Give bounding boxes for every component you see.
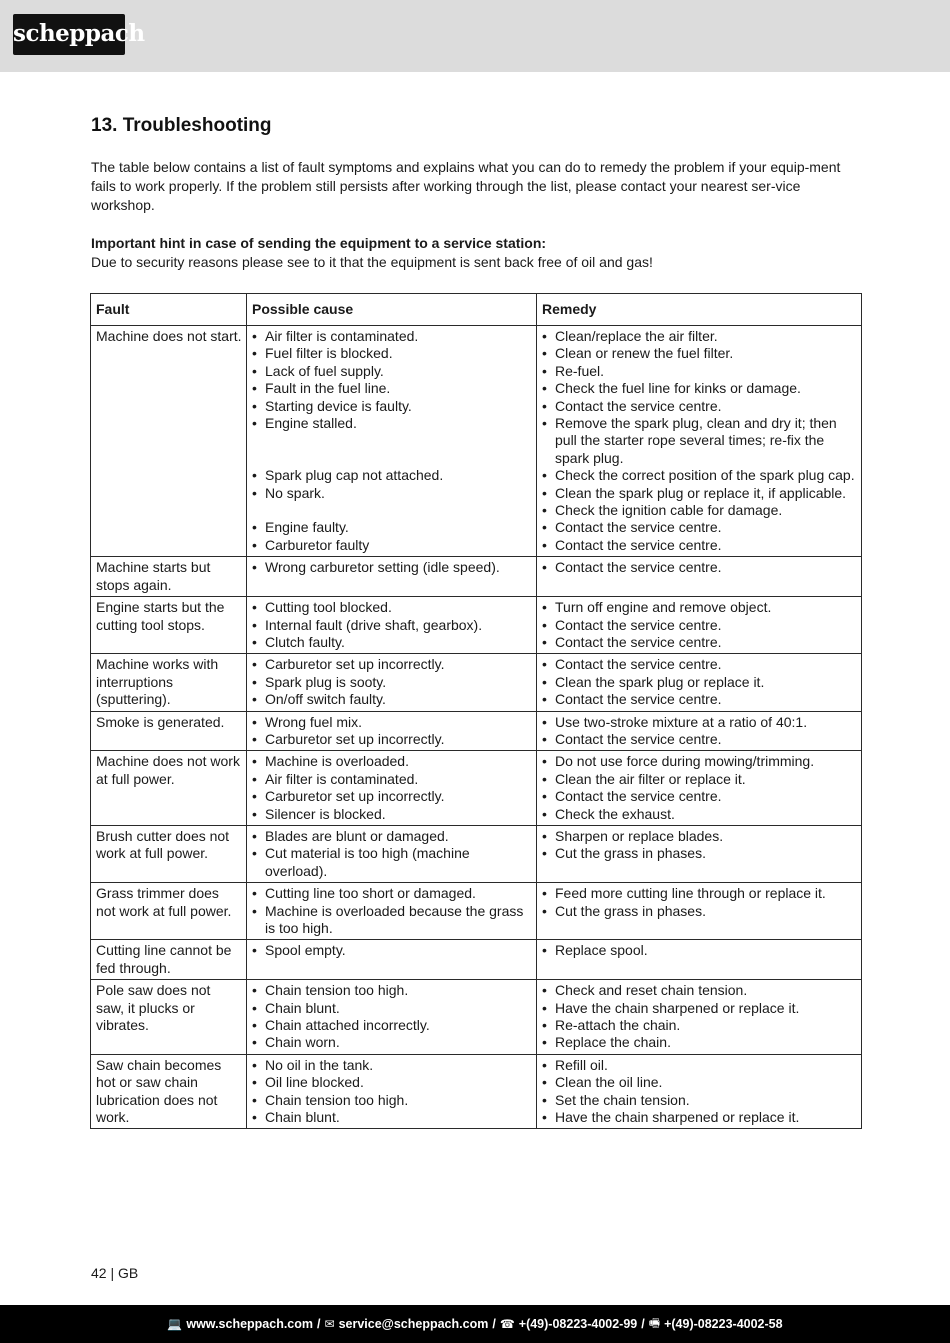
cause-cell [247, 326, 537, 557]
remedy-item: • Clean the air filter or replace it. [542, 771, 857, 788]
email-icon: ✉ [324, 1317, 335, 1331]
fault-cell: Pole saw does not saw, it plucks or vibrates. [91, 980, 247, 1055]
fault-cell: Brush cutter does not work at full power. [91, 825, 247, 882]
cause-item: • No oil in the tank. [252, 1057, 532, 1074]
cause-item: • On/off switch faulty. [252, 691, 532, 708]
remedy-list [542, 714, 857, 749]
footer-separator: / [641, 1317, 645, 1331]
remedy-item: • Clean or renew the fuel filter. [542, 345, 857, 362]
cause-item: • Carburetor set up incorrectly. [252, 656, 532, 673]
remedy-item: • Contact the service centre. [542, 519, 857, 536]
cause-item: • Machine is overloaded because the grass is too high. [252, 903, 532, 938]
cause-list [252, 714, 532, 749]
fax-icon: 🖷 [648, 1315, 661, 1330]
cause-cell [247, 1054, 537, 1129]
page-header [0, 0, 950, 72]
remedy-item: • Check the exhaust. [542, 806, 857, 823]
remedy-item: • Cut the grass in phases. [542, 845, 857, 862]
remedy-item: • Check the ignition cable for damage. [542, 502, 857, 519]
header-fault: Fault [91, 294, 247, 326]
cause-list [252, 1057, 532, 1127]
cause-list [252, 982, 532, 1052]
cause-list [252, 328, 532, 554]
cause-spacer [252, 432, 532, 449]
cause-item: • Cutting tool blocked. [252, 599, 532, 616]
remedy-item: • Clean/replace the air filter. [542, 328, 857, 345]
cause-cell [247, 883, 537, 940]
remedy-item: • Contact the service centre. [542, 559, 857, 576]
cause-list [252, 656, 532, 708]
fault-cell: Engine starts but the cutting tool stops. [91, 597, 247, 654]
phone-icon: ☎ [499, 1317, 515, 1331]
header-remedy: Remedy [537, 294, 862, 326]
cause-item: • Chain attached incorrectly. [252, 1017, 532, 1034]
cause-item: • Carburetor faulty [252, 537, 532, 554]
remedy-list [542, 982, 857, 1052]
footer-website[interactable]: www.scheppach.com [186, 1317, 314, 1331]
cause-item: • Internal fault (drive shaft, gearbox). [252, 617, 532, 634]
remedy-item: • Contact the service centre. [542, 634, 857, 651]
cause-item: • Silencer is blocked. [252, 806, 532, 823]
page-number [91, 1265, 138, 1281]
cause-item: • Fault in the fuel line. [252, 380, 532, 397]
cause-item: • Engine stalled. [252, 415, 532, 432]
hint-heading: Important hint in case of sending the equipment to a service station: [91, 235, 547, 251]
remedy-cell [537, 825, 862, 882]
remedy-cell [537, 654, 862, 711]
cause-item: • Chain worn. [252, 1034, 532, 1051]
remedy-cell [537, 326, 862, 557]
cause-list [252, 885, 532, 937]
remedy-cell [537, 940, 862, 980]
cause-item: • Air filter is contaminated. [252, 328, 532, 345]
cause-list [252, 599, 532, 651]
footer-fax: +(49)-08223-4002-58 [664, 1317, 783, 1331]
remedy-cell [537, 751, 862, 826]
table-row [91, 557, 862, 597]
cause-cell [247, 557, 537, 597]
cause-item: • Blades are blunt or damaged. [252, 828, 532, 845]
fault-cell: Machine does not work at full power. [91, 751, 247, 826]
fault-cell: Saw chain becomes hot or saw chain lubrication does not work. [91, 1054, 247, 1129]
remedy-item: • Check the fuel line for kinks or damage. [542, 380, 857, 397]
remedy-cell [537, 883, 862, 940]
table-row [91, 883, 862, 940]
remedy-cell [537, 557, 862, 597]
footer-email[interactable]: service@scheppach.com [338, 1317, 489, 1331]
remedy-item: • Contact the service centre. [542, 788, 857, 805]
remedy-list [542, 599, 857, 651]
cause-cell [247, 980, 537, 1055]
fault-cell: Grass trimmer does not work at full power. [91, 883, 247, 940]
remedy-item: • Turn off engine and remove object. [542, 599, 857, 616]
cause-item: • Chain tension too high. [252, 1092, 532, 1109]
cause-spacer [252, 450, 532, 467]
cause-item: • Air filter is contaminated. [252, 771, 532, 788]
fault-cell: Machine starts but stops again. [91, 557, 247, 597]
cause-cell [247, 825, 537, 882]
page-footer [0, 1305, 950, 1343]
remedy-item: • Replace spool. [542, 942, 857, 959]
fault-cell: Cutting line cannot be fed through. [91, 940, 247, 980]
cause-list [252, 753, 532, 823]
page-number-separator: | [110, 1265, 115, 1281]
page-language: GB [118, 1265, 139, 1281]
cause-list [252, 828, 532, 880]
footer-separator: / [317, 1317, 321, 1331]
cause-item: • Starting device is faulty. [252, 398, 532, 415]
cause-cell [247, 711, 537, 751]
remedy-list [542, 942, 857, 959]
cause-item: • No spark. [252, 485, 532, 502]
fault-cell: Smoke is generated. [91, 711, 247, 751]
page-number-value: 42 [91, 1265, 107, 1281]
remedy-item: • Cut the grass in phases. [542, 903, 857, 920]
remedy-item: • Remove the spark plug, clean and dry it; then pull the starter rope several times; re-fix the spark plug. [542, 415, 857, 467]
remedy-item: • Do not use force during mowing/trimming. [542, 753, 857, 770]
remedy-cell [537, 711, 862, 751]
table-row [91, 597, 862, 654]
cause-cell [247, 751, 537, 826]
header-possible-cause: Possible cause [247, 294, 537, 326]
cause-item: • Machine is overloaded. [252, 753, 532, 770]
fault-cell: Machine does not start. [91, 326, 247, 557]
remedy-item: • Re-attach the chain. [542, 1017, 857, 1034]
intro-paragraph: The table below contains a list of fault symptoms and explains what you can do to remedy the problem if your equip-ment fails to work properly. If the problem still persists after working through the list, please contact your nearest ser-vice workshop. [91, 159, 841, 213]
cause-item: • Engine faulty. [252, 519, 532, 536]
cause-item: • Clutch faulty. [252, 634, 532, 651]
remedy-item: • Check and reset chain tension. [542, 982, 857, 999]
table-body [91, 326, 862, 1129]
table-row [91, 751, 862, 826]
table-row [91, 1054, 862, 1129]
computer-icon: 💻 [167, 1317, 183, 1331]
remedy-cell [537, 597, 862, 654]
table-row [91, 711, 862, 751]
remedy-list [542, 885, 857, 920]
section-title: 13. Troubleshooting [91, 115, 272, 136]
remedy-item: • Use two-stroke mixture at a ratio of 40:1. [542, 714, 857, 731]
fault-cell: Machine works with interruptions (sputtering). [91, 654, 247, 711]
remedy-item: • Clean the spark plug or replace it. [542, 674, 857, 691]
remedy-item: • Sharpen or replace blades. [542, 828, 857, 845]
remedy-item: • Feed more cutting line through or replace it. [542, 885, 857, 902]
remedy-cell [537, 980, 862, 1055]
cause-item: • Spark plug is sooty. [252, 674, 532, 691]
table-row [91, 940, 862, 980]
remedy-item: • Contact the service centre. [542, 731, 857, 748]
cause-item: • Carburetor set up incorrectly. [252, 731, 532, 748]
remedy-list [542, 753, 857, 823]
remedy-list [542, 656, 857, 708]
remedy-item: • Contact the service centre. [542, 691, 857, 708]
remedy-item: • Check the correct position of the spark plug cap. [542, 467, 857, 484]
cause-list [252, 942, 532, 959]
remedy-list [542, 1057, 857, 1127]
cause-list [252, 559, 532, 576]
remedy-list [542, 559, 857, 576]
cause-item: • Chain blunt. [252, 1109, 532, 1126]
cause-item: • Cut material is too high (machine overload). [252, 845, 532, 880]
remedy-item: • Set the chain tension. [542, 1092, 857, 1109]
remedy-cell [537, 1054, 862, 1129]
brand-logo: scheppach [13, 14, 125, 55]
cause-item: • Spool empty. [252, 942, 532, 959]
table-row [91, 980, 862, 1055]
hint-text: Due to security reasons please see to it that the equipment is sent back free of oil and gas! [91, 254, 653, 270]
remedy-item: • Clean the spark plug or replace it, if applicable. [542, 485, 857, 502]
cause-item: • Oil line blocked. [252, 1074, 532, 1091]
cause-item: • Cutting line too short or damaged. [252, 885, 532, 902]
remedy-list [542, 828, 857, 863]
cause-item: • Carburetor set up incorrectly. [252, 788, 532, 805]
cause-item: • Wrong carburetor setting (idle speed). [252, 559, 532, 576]
cause-cell [247, 940, 537, 980]
cause-cell [247, 597, 537, 654]
remedy-item: • Have the chain sharpened or replace it. [542, 1000, 857, 1017]
cause-item: • Chain tension too high. [252, 982, 532, 999]
cause-item: • Lack of fuel supply. [252, 363, 532, 380]
remedy-item: • Contact the service centre. [542, 656, 857, 673]
table-row [91, 825, 862, 882]
cause-cell [247, 654, 537, 711]
remedy-item: • Clean the oil line. [542, 1074, 857, 1091]
remedy-item: • Contact the service centre. [542, 398, 857, 415]
table-row [91, 326, 862, 557]
remedy-item: • Contact the service centre. [542, 617, 857, 634]
remedy-item: • Re-fuel. [542, 363, 857, 380]
cause-spacer [252, 502, 532, 519]
remedy-item: • Have the chain sharpened or replace it. [542, 1109, 857, 1126]
remedy-item: • Refill oil. [542, 1057, 857, 1074]
troubleshooting-table [90, 293, 862, 1129]
cause-item: • Fuel filter is blocked. [252, 345, 532, 362]
cause-item: • Chain blunt. [252, 1000, 532, 1017]
remedy-item: • Replace the chain. [542, 1034, 857, 1051]
table-header-row [91, 294, 862, 326]
cause-item: • Spark plug cap not attached. [252, 467, 532, 484]
footer-separator: / [492, 1317, 496, 1331]
remedy-item: • Contact the service centre. [542, 537, 857, 554]
remedy-list [542, 328, 857, 554]
footer-phone: +(49)-08223-4002-99 [518, 1317, 638, 1331]
cause-item: • Wrong fuel mix. [252, 714, 532, 731]
table-row [91, 654, 862, 711]
